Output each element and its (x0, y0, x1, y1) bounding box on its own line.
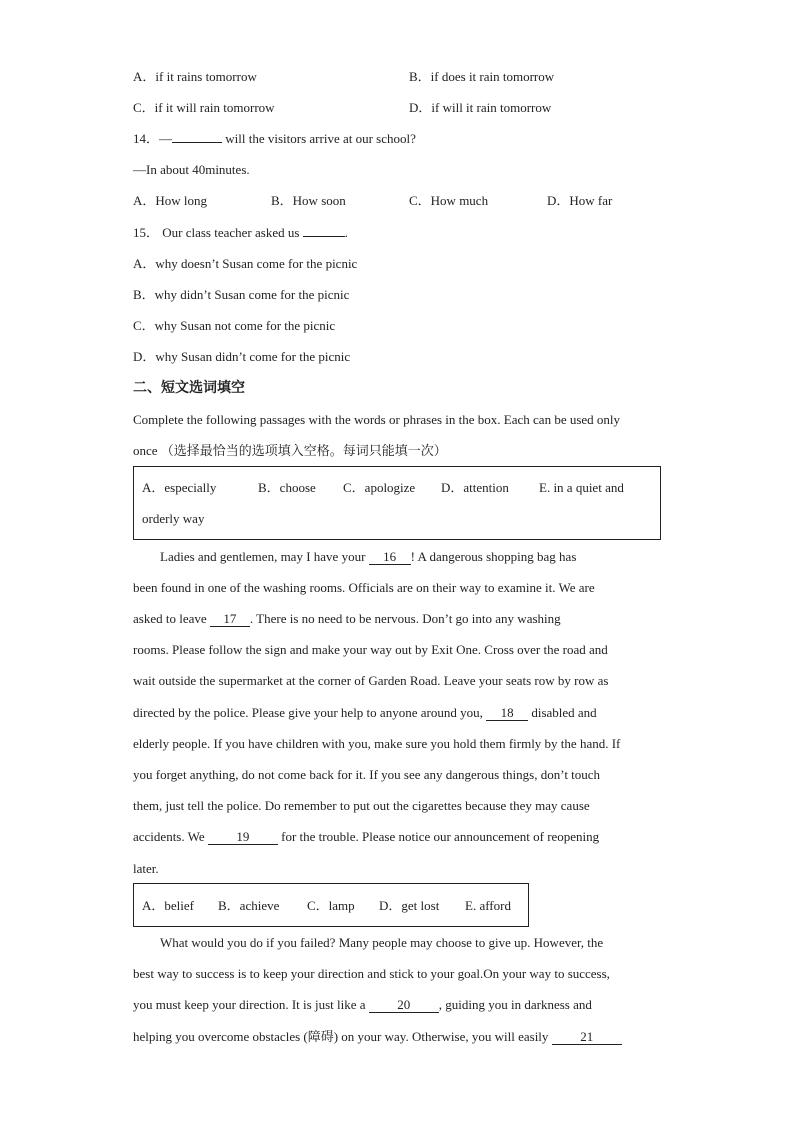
passage1-line8: you forget anything, do not come back for it. If you see any dangerous things, don’t touch (133, 767, 601, 782)
blank-19: 19 (208, 830, 278, 845)
q15-stem (133, 225, 348, 241)
passage1-line9: them, just tell the police. Do remember to put out the cigarettes because they may cause (133, 798, 590, 813)
passage1-text: . There is no need to be nervous. Don’t go into any washing (249, 611, 561, 626)
blank-21: 21 (552, 1030, 622, 1045)
passage2-line1: What would you do if you failed? Many people may choose to give up. However, the (160, 935, 604, 950)
box1-option-b: B．choose (258, 480, 316, 495)
q14-prefix: 14．— (133, 131, 173, 146)
section-instruction-line2: once （选择最恰当的选项填入空格。每词只能填一次） (133, 443, 447, 458)
passage1-text: accidents. We (133, 829, 208, 844)
q15-option-b: B．why didn’t Susan come for the picnic (133, 287, 350, 302)
passage2-text: you must keep your direction. It is just like a (133, 997, 369, 1012)
passage2-line3 (133, 997, 592, 1013)
q15-option-d: D．why Susan didn’t come for the picnic (133, 349, 351, 364)
passage1-line1 (160, 549, 576, 565)
q14-answer-line: —In about 40minutes. (133, 162, 250, 177)
q14-suffix: will the visitors arrive at our school? (222, 131, 416, 146)
box1-option-d: D．attention (441, 480, 509, 495)
box2-option-b: B．achieve (218, 898, 280, 913)
section-instruction-line1: Complete the following passages with the words or phrases in the box. Each can be used only (133, 412, 621, 427)
passage1-text: disabled and (528, 705, 597, 720)
q14-option-a: A．How long (133, 193, 208, 208)
q14-option-b: B．How soon (271, 193, 346, 208)
box2-option-a: A．belief (142, 898, 194, 913)
q13-option-b: B．if does it rain tomorrow (409, 69, 555, 84)
passage2-text: , guiding you in darkness and (438, 997, 592, 1012)
blank-17: 17 (210, 612, 250, 627)
q14-stem (133, 131, 416, 147)
passage1-text: directed by the police. Please give your help to anyone around you, (133, 705, 487, 720)
blank-18: 18 (486, 706, 528, 721)
passage1-text: for the trouble. Please notice our announcement of reopening (277, 829, 600, 844)
word-box-1 (133, 466, 661, 540)
passage2-text: helping you overcome obstacles (障碍) on your way. Otherwise, you will easily (133, 1029, 552, 1044)
box1-option-a: A．especially (142, 480, 217, 495)
box1-option-e: E. in a quiet and (539, 480, 624, 495)
passage1-line10 (133, 829, 599, 845)
passage1-line11: later. (133, 861, 159, 876)
box1-option-e-continued: orderly way (142, 511, 205, 526)
q14-blank (172, 142, 222, 143)
q15-blank (303, 236, 345, 237)
passage1-line7: elderly people. If you have children with you, make sure you hold them firmly by the hand. If (133, 736, 621, 751)
blank-20: 20 (369, 998, 439, 1013)
box2-option-d: D．get lost (379, 898, 440, 913)
passage1-line5: wait outside the supermarket at the corner of Garden Road. Leave your seats row by row as (133, 673, 609, 688)
q13-option-c: C．if it will rain tomorrow (133, 100, 275, 115)
passage1-text: ! A dangerous shopping bag has (410, 549, 577, 564)
passage1-text: asked to leave (133, 611, 210, 626)
passage1-line3 (133, 611, 561, 627)
passage1-line4: rooms. Please follow the sign and make your way out by Exit One. Cross over the road and (133, 642, 608, 657)
section-title: 二、短文选词填空 (133, 380, 245, 396)
passage1-line2: been found in one of the washing rooms. Officials are on their way to examine it. We are (133, 580, 595, 595)
q15-suffix: . (344, 225, 348, 240)
passage1-line6 (133, 705, 597, 721)
box2-option-c: C．lamp (307, 898, 355, 913)
passage1-text: Ladies and gentlemen, may I have your (160, 549, 369, 564)
q13-option-d: D．if will it rain tomorrow (409, 100, 552, 115)
q15-option-a: A．why doesn’t Susan come for the picnic (133, 256, 358, 271)
q15-option-c: C．why Susan not come for the picnic (133, 318, 336, 333)
passage2-line2: best way to success is to keep your direction and stick to your goal.On your way to success, (133, 966, 610, 981)
q14-option-c: C．How much (409, 193, 489, 208)
passage2-line4 (133, 1029, 622, 1045)
q14-option-d: D．How far (547, 193, 613, 208)
q13-option-a: A．if it rains tomorrow (133, 69, 257, 84)
box2-option-e: E. afford (465, 898, 511, 913)
q15-prefix: 15． Our class teacher asked us (133, 225, 303, 240)
box1-option-c: C．apologize (343, 480, 416, 495)
blank-16: 16 (369, 550, 411, 565)
